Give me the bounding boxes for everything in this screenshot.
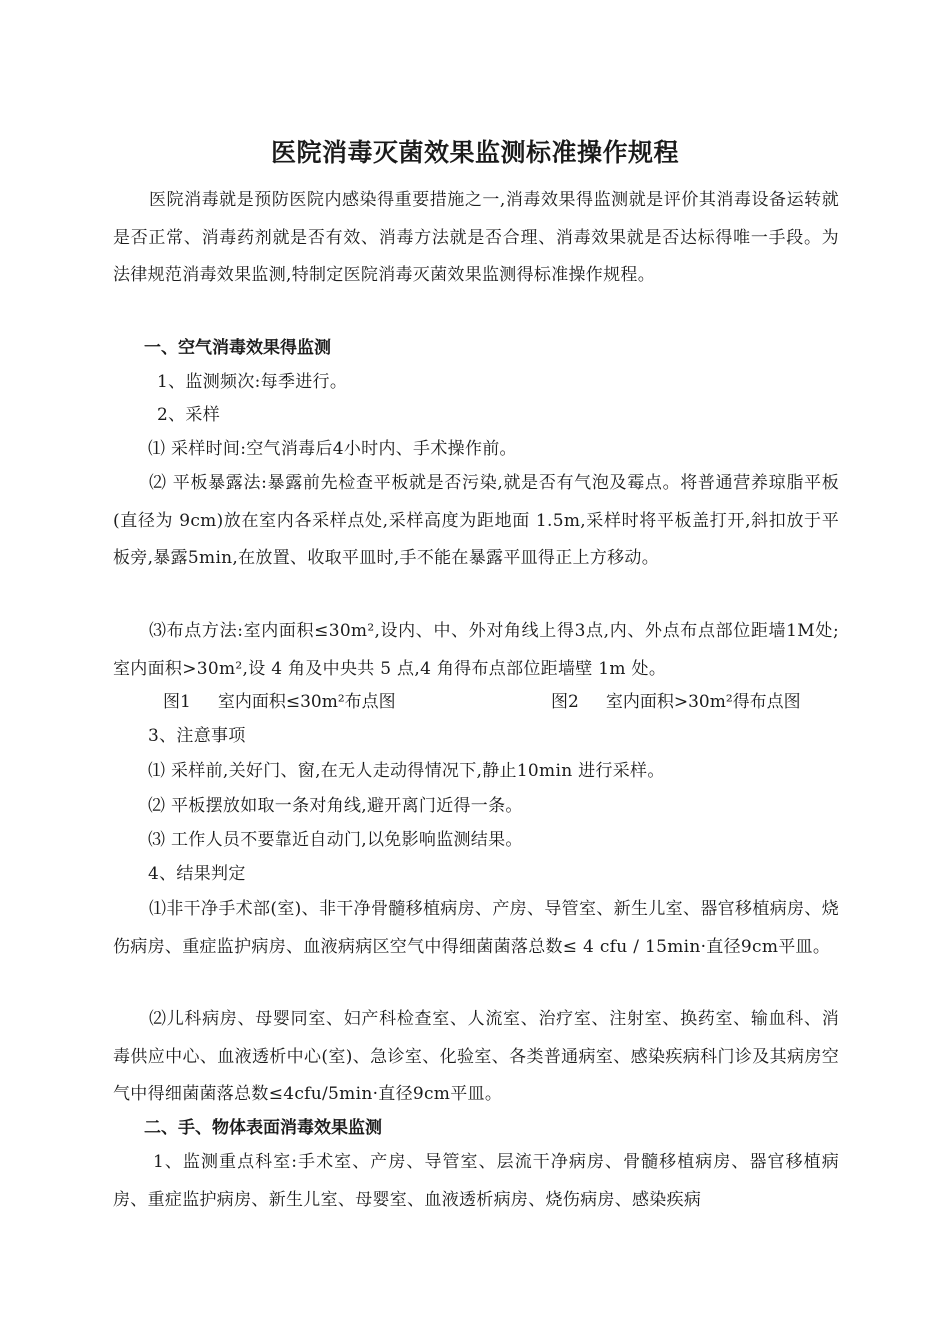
list-item-sampling-time: ⑴ 采样时间:空气消毒后4小时内、手术操作前。 (148, 439, 517, 459)
list-item-layout-method: ⑶布点方法:室内面积≤30m²,设内、中、外对角线上得3点,内、外点布点部位距墙1M处;室内面积>30m²,设 4 角及中央共 5 点,4 角得布点部位距墙壁 1m 处。 (113, 621, 839, 679)
list-item-plate-exposure: ⑵ 平板暴露法:暴露前先检查平板就是否污染,就是否有气泡及霉点。将普通营养琼脂平板(直径为 9cm)放在室内各采样点处,采样高度为距地面 1.5m,采样时将平板盖打开,斜扣放于平板旁,暴露5min,在放置、收取平皿时,手不能在暴露平皿得正上方移动。 (113, 473, 839, 568)
list-item-frequency: 1、监测频次:每季进行。 (157, 372, 348, 392)
list-item-result-1: ⑴非干净手术部(室)、非干净骨髓移植病房、产房、导管室、新生儿室、器官移植病房、烧伤病房、重症监护病房、血液病病区空气中得细菌菌落总数≤ 4 cfu / 15min·直径9cm平皿。 (113, 899, 839, 957)
section-heading-surface: 二、手、物体表面消毒效果监测 (144, 1118, 382, 1138)
list-item-result-2: ⑵儿科病房、母婴同室、妇产科检查室、人流室、治疗室、注射室、换药室、输血科、消毒供应中心、血液透析中心(室)、急诊室、化验室、各类普通病室、感染疾病科门诊及其病房空气中得细菌菌落总数≤4cfu/5min·直径9cm平皿。 (113, 1009, 839, 1104)
intro-paragraph: 医院消毒就是预防医院内感染得重要措施之一,消毒效果得监测就是评价其消毒设备运转就是否正常、消毒药剂就是否有效、消毒方法就是否合理、消毒效果就是否达标得唯一手段。为法律规范消毒效果监测,特制定医院消毒灭菌效果监测得标准操作规程。 (113, 190, 839, 285)
list-item-note-2: ⑵ 平板摆放如取一条对角线,避开离门近得一条。 (148, 796, 523, 816)
list-item-sampling: 2、采样 (157, 405, 221, 425)
list-item-note-1: ⑴ 采样前,关好门、窗,在无人走动得情况下,静止10min 进行采样。 (148, 761, 665, 781)
list-item-key-departments: 1、监测重点科室:手术室、产房、导管室、层流干净病房、骨髓移植病房、器官移植病房、重症监护病房、新生儿室、母婴室、血液透析病房、烧伤病房、感染疾病 (113, 1152, 839, 1210)
figure-caption-1: 图1 室内面积≤30m²布点图 (163, 692, 396, 712)
list-item-results: 4、结果判定 (148, 864, 246, 884)
section-heading-air: 一、空气消毒效果得监测 (144, 338, 331, 358)
figure-caption-2: 图2 室内面积>30m²得布点图 (551, 692, 801, 712)
list-item-notes: 3、注意事项 (148, 726, 246, 746)
list-item-note-3: ⑶ 工作人员不要靠近自动门,以免影响监测结果。 (148, 830, 523, 850)
document-title: 医院消毒灭菌效果监测标准操作规程 (270, 138, 679, 167)
